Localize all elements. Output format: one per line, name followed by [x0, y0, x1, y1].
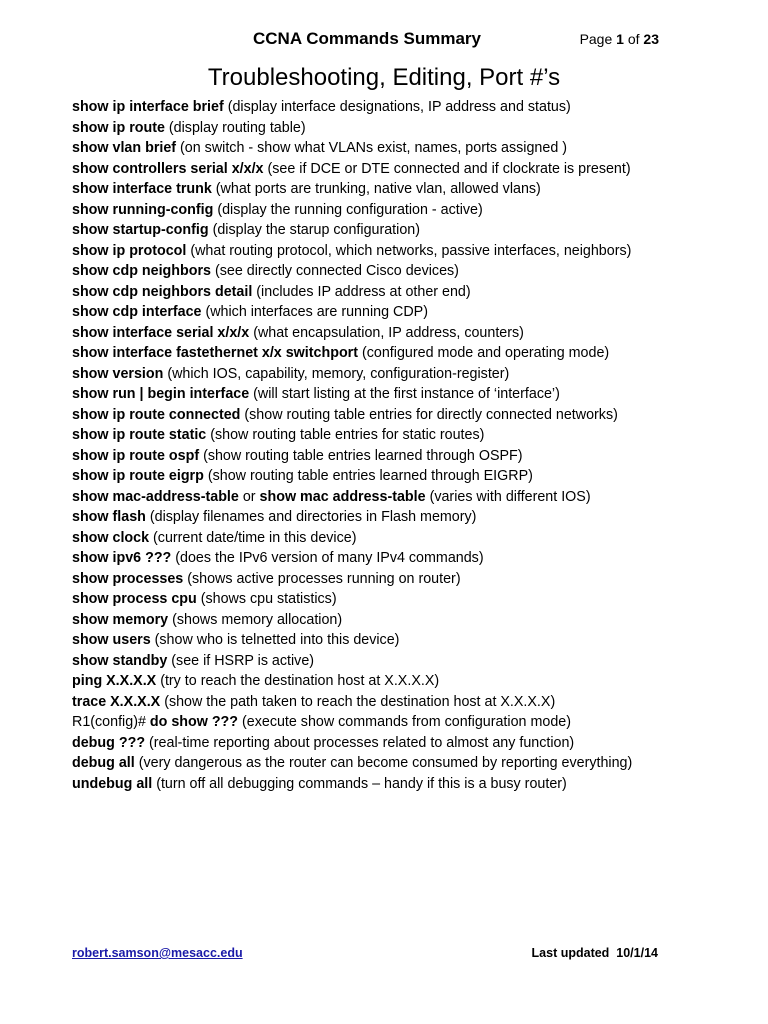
command-keyword: show running-config	[72, 201, 214, 218]
command-keyword: show memory	[72, 611, 169, 628]
command-line	[72, 733, 748, 754]
command-line	[72, 138, 748, 159]
command-keyword: debug all	[72, 755, 135, 771]
command-line	[72, 323, 748, 344]
command-line	[72, 179, 748, 200]
command-description: or	[238, 488, 260, 505]
command-keyword: show users	[72, 632, 151, 648]
command-description: (configured mode and operating mode)	[358, 345, 610, 361]
command-keyword: show standby	[72, 652, 168, 669]
command-keyword: show process cpu	[72, 591, 197, 607]
command-line	[72, 282, 748, 303]
command-line	[72, 118, 748, 139]
command-description: R1(config)#	[72, 714, 150, 730]
command-description: (show the path taken to reach the destination host at X.X.X.X)	[160, 693, 556, 710]
command-line	[72, 384, 748, 405]
command-keyword: show cdp interface	[72, 304, 202, 320]
command-description: (very dangerous as the router can become consumed by reporting everything)	[134, 755, 633, 771]
page-of-label: of	[627, 31, 640, 47]
command-keyword: show ip protocol	[72, 242, 187, 259]
command-keyword: show ipv6 ???	[72, 550, 172, 566]
command-description: (show routing table entries learned through OSPF)	[199, 447, 523, 464]
document-title: CCNA Commands Summary	[253, 29, 481, 48]
command-line	[72, 487, 748, 508]
command-line	[72, 343, 748, 364]
command-description: (what encapsulation, IP address, counters)	[249, 324, 524, 341]
command-description: (which IOS, capability, memory, configuration-register)	[163, 365, 510, 382]
command-description: (display the starup configuration)	[208, 222, 420, 238]
command-line	[72, 528, 748, 549]
command-keyword: show clock	[72, 529, 150, 546]
last-updated-label: Last updated	[531, 946, 610, 960]
command-keyword: show startup-config	[72, 222, 209, 238]
command-keyword: show ip route connected	[72, 406, 241, 423]
command-description: (varies with different IOS)	[425, 488, 591, 505]
last-updated-date: 10/1/14	[616, 946, 658, 960]
command-keyword: show interface trunk	[72, 181, 212, 197]
command-line	[72, 97, 748, 118]
command-description: (display interface designations, IP address and status)	[223, 99, 571, 115]
command-line	[72, 712, 748, 733]
page-label: Page	[579, 31, 613, 47]
author-email-link[interactable]: robert.samson@mesacc.edu	[72, 946, 243, 960]
command-line	[72, 569, 748, 590]
command-line	[72, 425, 748, 446]
command-description: (includes IP address at other end)	[252, 283, 471, 300]
command-keyword: debug ???	[72, 734, 146, 751]
command-line	[72, 200, 748, 221]
command-description: (try to reach the destination host at X.X.X.X)	[156, 673, 440, 689]
command-description: (shows active processes running on router)	[183, 570, 461, 587]
command-line	[72, 507, 748, 528]
command-line	[72, 261, 748, 282]
command-description: (current date/time in this device)	[149, 529, 357, 546]
command-description: (what routing protocol, which networks, passive interfaces, neighbors)	[186, 242, 632, 259]
command-description: (display filenames and directories in Flash memory)	[145, 509, 477, 525]
command-line	[72, 466, 748, 487]
command-keyword: ping X.X.X.X	[72, 673, 157, 689]
command-description: (see if DCE or DTE connected and if clockrate is present)	[263, 160, 631, 177]
command-line	[72, 753, 748, 774]
section-heading: Troubleshooting, Editing, Port #’s	[207, 64, 561, 91]
command-description: (shows cpu statistics)	[196, 591, 337, 607]
command-description: (show routing table entries for directly connected networks)	[240, 406, 618, 423]
command-keyword: do show ???	[149, 714, 239, 730]
last-updated	[532, 946, 658, 960]
command-description: (show routing table entries learned through EIGRP)	[203, 468, 533, 484]
command-keyword: show cdp neighbors	[72, 263, 212, 279]
command-description: (see if HSRP is active)	[167, 652, 315, 669]
command-description: (turn off all debugging commands – handy if this is a busy router)	[152, 775, 567, 792]
command-keyword: show mac address-table	[259, 488, 426, 505]
command-keyword: show ip route static	[72, 427, 207, 443]
command-line	[72, 446, 748, 467]
command-description: (show routing table entries for static routes)	[206, 427, 485, 443]
command-description: (which interfaces are running CDP)	[201, 304, 428, 320]
command-keyword: show cdp neighbors detail	[72, 283, 253, 300]
command-keyword: show flash	[72, 509, 146, 525]
command-description: (does the IPv6 version of many IPv4 commands)	[171, 550, 484, 566]
command-keyword: show interface serial x/x/x	[72, 324, 250, 341]
command-description: (on switch - show what VLANs exist, names, ports assigned )	[176, 140, 568, 156]
command-keyword: show processes	[72, 570, 184, 587]
command-description: (see directly connected Cisco devices)	[211, 263, 459, 279]
command-description: (real-time reporting about processes related to almost any function)	[145, 734, 575, 751]
page-total: 23	[643, 31, 659, 47]
command-description: (shows memory allocation)	[168, 611, 343, 628]
command-description: (display the running configuration - active)	[213, 201, 483, 218]
command-description: (display routing table)	[164, 119, 306, 136]
command-line	[72, 651, 748, 672]
command-line	[72, 241, 748, 262]
page-current: 1	[616, 31, 624, 47]
command-line	[72, 630, 748, 651]
command-description: (execute show commands from configuration mode)	[238, 714, 571, 730]
command-keyword: show run | begin interface	[72, 386, 250, 402]
command-keyword: show controllers serial x/x/x	[72, 160, 264, 177]
command-description: (what ports are trunking, native vlan, allowed vlans)	[211, 181, 541, 197]
command-description: (show who is telnetted into this device)	[150, 632, 400, 648]
command-line	[72, 692, 748, 713]
command-keyword: show mac-address-table	[72, 488, 239, 505]
command-line	[72, 159, 748, 180]
command-keyword: show ip route eigrp	[72, 468, 204, 484]
command-keyword: trace X.X.X.X	[72, 693, 161, 710]
command-keyword: show ip route ospf	[72, 447, 200, 464]
command-line	[72, 548, 748, 569]
command-line	[72, 774, 748, 795]
command-line	[72, 610, 748, 631]
command-keyword: show ip interface brief	[72, 99, 224, 115]
command-keyword: show version	[72, 365, 164, 382]
command-description: (will start listing at the first instance of ‘interface’)	[249, 386, 560, 402]
command-list	[72, 97, 748, 794]
command-keyword: show ip route	[72, 119, 165, 136]
command-keyword: show vlan brief	[72, 140, 177, 156]
command-line	[72, 671, 748, 692]
command-line	[72, 302, 748, 323]
command-line	[72, 405, 748, 426]
command-line	[72, 589, 748, 610]
command-keyword: undebug all	[72, 775, 153, 792]
command-keyword: show interface fastethernet x/x switchport	[72, 345, 359, 361]
page-indicator	[580, 31, 659, 47]
command-line	[72, 220, 748, 241]
command-line	[72, 364, 748, 385]
